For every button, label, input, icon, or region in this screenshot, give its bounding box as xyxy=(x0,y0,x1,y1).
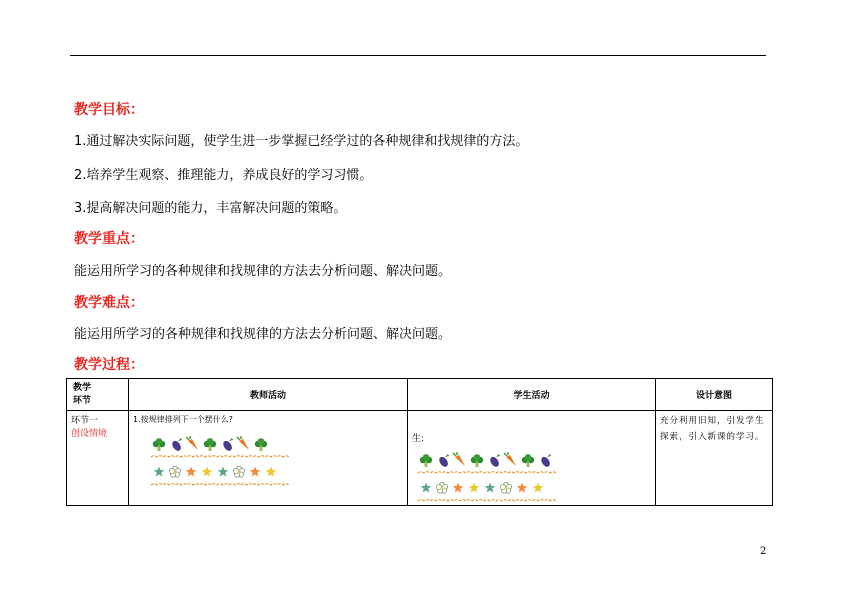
design-intent-cell: 充分利用旧知，引发学生探索，引入新课的学习。 xyxy=(656,411,773,506)
table-header-row xyxy=(67,379,773,411)
white-flower-icon xyxy=(233,466,244,477)
yellow-star-icon xyxy=(533,483,543,493)
page-number: 2 xyxy=(760,546,767,557)
green-star-icon xyxy=(485,483,495,493)
broccoli-icon xyxy=(420,454,432,467)
objective-item-3: 3.提高解决问题的能力，丰富解决问题的策略。 xyxy=(74,201,347,216)
orange-star-icon xyxy=(186,467,196,477)
stage-cell xyxy=(67,411,129,506)
eggplant-icon xyxy=(221,438,233,452)
key-points-text: 能运用所学习的各种规律和找规律的方法去分析问题、解决问题。 xyxy=(74,264,452,279)
eggplant-icon xyxy=(488,454,500,468)
white-flower-icon xyxy=(169,466,180,477)
carrot-icon xyxy=(504,452,516,466)
broccoli-icon xyxy=(471,454,483,467)
broccoli-icon xyxy=(255,438,267,451)
broccoli-icon xyxy=(153,438,165,451)
pattern-illustration-teacher xyxy=(149,435,299,495)
student-activity-cell xyxy=(408,411,656,506)
teaching-process-table xyxy=(66,378,773,506)
stage-name: 创设情境 xyxy=(71,429,108,439)
key-points-heading: 教学重点： xyxy=(74,231,144,247)
header-student: 学生活动 xyxy=(408,379,656,411)
white-flower-icon xyxy=(436,482,447,493)
teacher-question: 1.按规律排列下一个摆什么? xyxy=(133,415,233,424)
student-answer: 生: xyxy=(412,434,425,444)
objective-item-1: 1.通过解决实际问题，使学生进一步掌握已经学过的各种规律和找规律的方法。 xyxy=(74,134,529,149)
green-star-icon xyxy=(218,467,228,477)
yellow-star-icon xyxy=(202,467,212,477)
pattern-illustration-student xyxy=(416,451,566,511)
yellow-star-icon xyxy=(266,467,276,477)
carrot-icon xyxy=(453,452,465,466)
white-flower-icon xyxy=(500,482,511,493)
wavy-divider xyxy=(151,484,289,485)
difficulties-heading: 教学难点： xyxy=(74,295,144,311)
process-heading: 教学过程： xyxy=(74,357,144,373)
header-rule xyxy=(70,55,766,56)
wavy-divider xyxy=(418,472,556,473)
orange-star-icon xyxy=(453,483,463,493)
header-teacher: 教师活动 xyxy=(129,379,408,411)
broccoli-icon xyxy=(204,438,216,451)
eggplant-icon xyxy=(170,438,182,452)
green-star-icon xyxy=(154,467,164,477)
objectives-heading: 教学目标： xyxy=(74,102,144,118)
header-stage: 教学 环节 xyxy=(67,379,129,411)
stage-label: 环节一 xyxy=(71,416,99,426)
carrot-icon xyxy=(186,436,198,450)
orange-star-icon xyxy=(250,467,260,477)
wavy-divider xyxy=(418,500,556,501)
eggplant-icon xyxy=(437,454,449,468)
objective-item-2: 2.培养学生观察、推理能力，养成良好的学习习惯。 xyxy=(74,168,373,183)
wavy-divider xyxy=(151,456,289,457)
difficulties-text: 能运用所学习的各种规律和找规律的方法去分析问题、解决问题。 xyxy=(74,327,452,342)
table-row xyxy=(67,411,773,506)
yellow-star-icon xyxy=(469,483,479,493)
broccoli-icon xyxy=(522,454,534,467)
header-design: 设计意图 xyxy=(656,379,773,411)
carrot-icon xyxy=(237,436,249,450)
orange-star-icon xyxy=(517,483,527,493)
teacher-activity-cell xyxy=(129,411,408,506)
green-star-icon xyxy=(421,483,431,493)
eggplant-icon xyxy=(539,454,551,468)
